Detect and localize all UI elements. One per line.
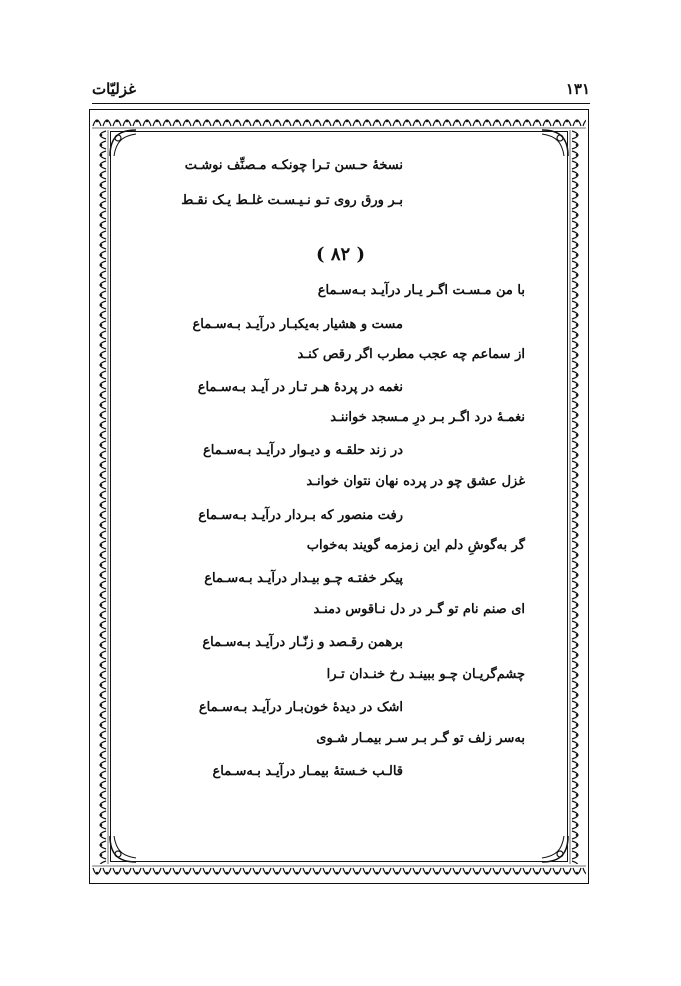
couplet-first-hemistich: ای صنم نام تو گـر در دل نـاقوس دمنـد (313, 602, 525, 617)
couplet-first-hemistich: چشم‌گریـان چـو ببینـد رخ خنـدان تـرا (326, 667, 525, 682)
couplet-second-hemistich: قالـب خـستهٔ بیمـار درآیـد بـه‌سـماع (212, 764, 403, 779)
couplet-first-hemistich: غزل عشق چو در پرده نهان نتوان خوانـد (306, 474, 525, 489)
corner-ornament-top-right (540, 128, 570, 158)
couplet-second-hemistich: در زند حلقـه و دیـوار درآیـد بـه‌سـماع (203, 443, 403, 458)
ghazal-number: ( ۸۲ ) (316, 244, 365, 265)
page-number: ۱۳۱ (565, 80, 590, 98)
corner-ornament-bottom-left (108, 834, 138, 864)
corner-ornament-bottom-right (540, 834, 570, 864)
ornament-border-left (92, 130, 110, 864)
running-title: غزلیّات (92, 80, 136, 98)
couplet-second-hemistich: اشک در دیدهٔ خون‌بـار درآیـد بـه‌سـماع (198, 700, 403, 715)
poem-line: نسخهٔ حـسن تـرا چونکـه مـصنِّف نوشـت (184, 158, 403, 173)
page-header (92, 80, 590, 102)
couplet-second-hemistich: برهمن رقـصد و زنّـار درآیـد بـه‌سـماع (202, 635, 403, 650)
corner-ornament-top-left (108, 128, 138, 158)
frame-inner-line (110, 131, 568, 862)
couplet-second-hemistich: مست و هشیار به‌یکبـار درآیـد بـه‌سـماع (192, 317, 403, 332)
couplet-first-hemistich: به‌سر زلف تو گـر بـر سـر بیمـار شـوی (316, 731, 525, 746)
ornament-border-top (92, 112, 586, 130)
couplet-second-hemistich: پیکر خفتـه چـو بیـدار درآیـد بـه‌سـماع (204, 571, 403, 586)
couplet-first-hemistich: گر به‌گوشِ دلم این زمزمه گویند به‌خواب (306, 538, 525, 553)
couplet-second-hemistich: نغمه در پردهٔ هـر تـار در آیـد بـه‌سـماع (197, 380, 403, 395)
couplet-second-hemistich: رفت منصور که بـردار درآیـد بـه‌سـماع (198, 508, 403, 523)
couplet-first-hemistich: با من مـسـت اگـر یـار درآیـد بـه‌سـماع (317, 283, 525, 298)
couplet-first-hemistich: از سماعم چه عجب مطرب اگر رقص کنـد (297, 347, 525, 362)
poem-line: بـر ورق روی تـو نـیـسـت غلـط یـک نقـط (181, 193, 403, 208)
couplet-first-hemistich: نغمـهٔ درد اگـر بـر درِ مـسجد خواننـد (330, 410, 525, 425)
ornament-border-bottom (92, 864, 586, 882)
ornament-border-right (568, 130, 586, 864)
header-rule (92, 103, 590, 104)
